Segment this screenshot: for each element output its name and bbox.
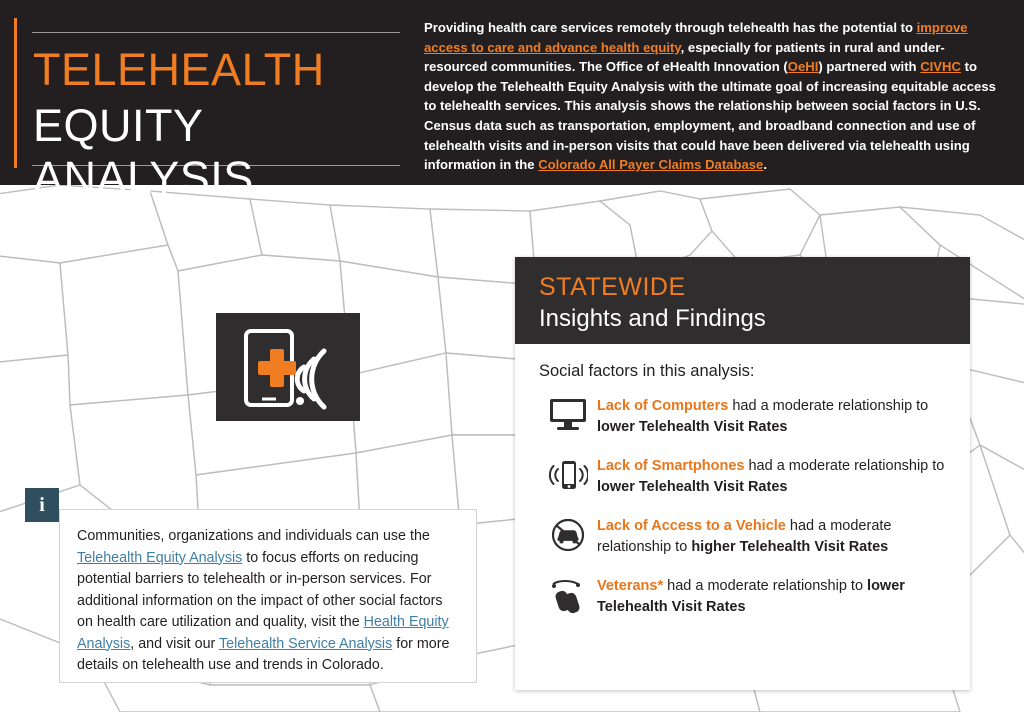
factor-middle: had a moderate relationship to <box>597 518 892 555</box>
text-run: for more details on telehealth use and trends in Colorado. <box>77 635 450 673</box>
factor-highlight: Lack of Access to a Vehicle <box>597 518 786 534</box>
page-title-line2: EQUITY ANALYSIS <box>33 100 254 203</box>
intro-link-7[interactable]: Colorado All Payer Claims Database <box>538 157 764 173</box>
panel-subheading: Social factors in this analysis: <box>539 362 755 380</box>
mobile-telehealth-icon <box>216 313 360 421</box>
smartphone-signal-icon <box>539 455 597 493</box>
factor-text <box>597 395 948 438</box>
factor-row <box>539 455 948 498</box>
factor-highlight: Veterans* <box>597 578 664 594</box>
factor-highlight: Lack of Smartphones <box>597 458 745 474</box>
factor-bold: lower Telehealth Visit Rates <box>597 578 905 615</box>
factor-middle: had a moderate relationship to <box>744 458 945 474</box>
panel-heading-line2: Insights and Findings <box>539 305 766 332</box>
factor-middle: had a moderate relationship to <box>663 578 868 594</box>
info-link-1[interactable]: Telehealth Equity Analysis <box>77 549 243 566</box>
panel-heading-line1: STATEWIDE <box>539 273 686 301</box>
factor-bold: lower Telehealth Visit Rates <box>597 479 788 495</box>
no-vehicle-icon <box>539 515 597 553</box>
intro-link-1[interactable]: improve access to care and advance health equity <box>424 20 968 55</box>
text-run: to focus efforts on reducing potential barriers to telehealth or in-person services. For additional information on the impact of other social factors on health care utilization and quality, visit the <box>77 549 443 630</box>
page-header <box>0 0 1024 203</box>
panel-header <box>515 257 970 344</box>
title-block <box>14 18 398 203</box>
text-run: Communities, organizations and individuals can use the <box>77 528 430 544</box>
factor-text <box>597 515 948 558</box>
info-badge: i <box>25 488 59 522</box>
title-rule-top <box>32 32 400 33</box>
text-run: . <box>763 157 767 173</box>
info-card <box>59 509 477 683</box>
text-run: , especially for patients in rural and under-resourced communities. The Office of eHealth Innovation ( <box>424 39 945 75</box>
text-run: Providing health care services remotely through telehealth has the potential to <box>424 20 917 35</box>
page-title-line1: TELEHEALTH <box>33 44 325 95</box>
factor-row <box>539 515 948 558</box>
factor-text <box>597 455 948 498</box>
text-run: , and visit our <box>130 635 219 652</box>
factor-bold: higher Telehealth Visit Rates <box>691 539 889 555</box>
text-run: ) partnered with <box>818 59 921 75</box>
intro-paragraph <box>424 18 1002 175</box>
text-run: to develop the Telehealth Equity Analysis with the ultimate goal of increasing equitable access to telehealth services. This analysis shows the relationship between social factors in U.S. Census data such as transportation, employment, and broadband connection and use of telehealth visits and in-person visits that could have been delivered via telehealth using information in the <box>424 59 996 173</box>
intro-link-5[interactable]: CIVHC <box>920 59 961 75</box>
factor-row <box>539 395 948 438</box>
panel-body <box>515 344 970 645</box>
factor-middle: had a moderate relationship to <box>728 398 929 414</box>
info-link-3[interactable]: Health Equity Analysis <box>77 614 449 652</box>
info-link-5[interactable]: Telehealth Service Analysis <box>219 635 393 652</box>
statewide-insights-panel <box>515 257 970 690</box>
info-card-text <box>77 526 458 677</box>
mobile-telehealth-icon-tile <box>216 313 360 421</box>
factor-highlight: Lack of Computers <box>597 398 729 414</box>
factor-row <box>539 575 948 618</box>
factor-text <box>597 575 948 618</box>
intro-link-3[interactable]: OeHI <box>787 59 819 75</box>
dog-tags-icon <box>539 575 597 617</box>
desktop-computer-icon <box>539 395 597 431</box>
factor-bold: lower Telehealth Visit Rates <box>597 419 788 435</box>
